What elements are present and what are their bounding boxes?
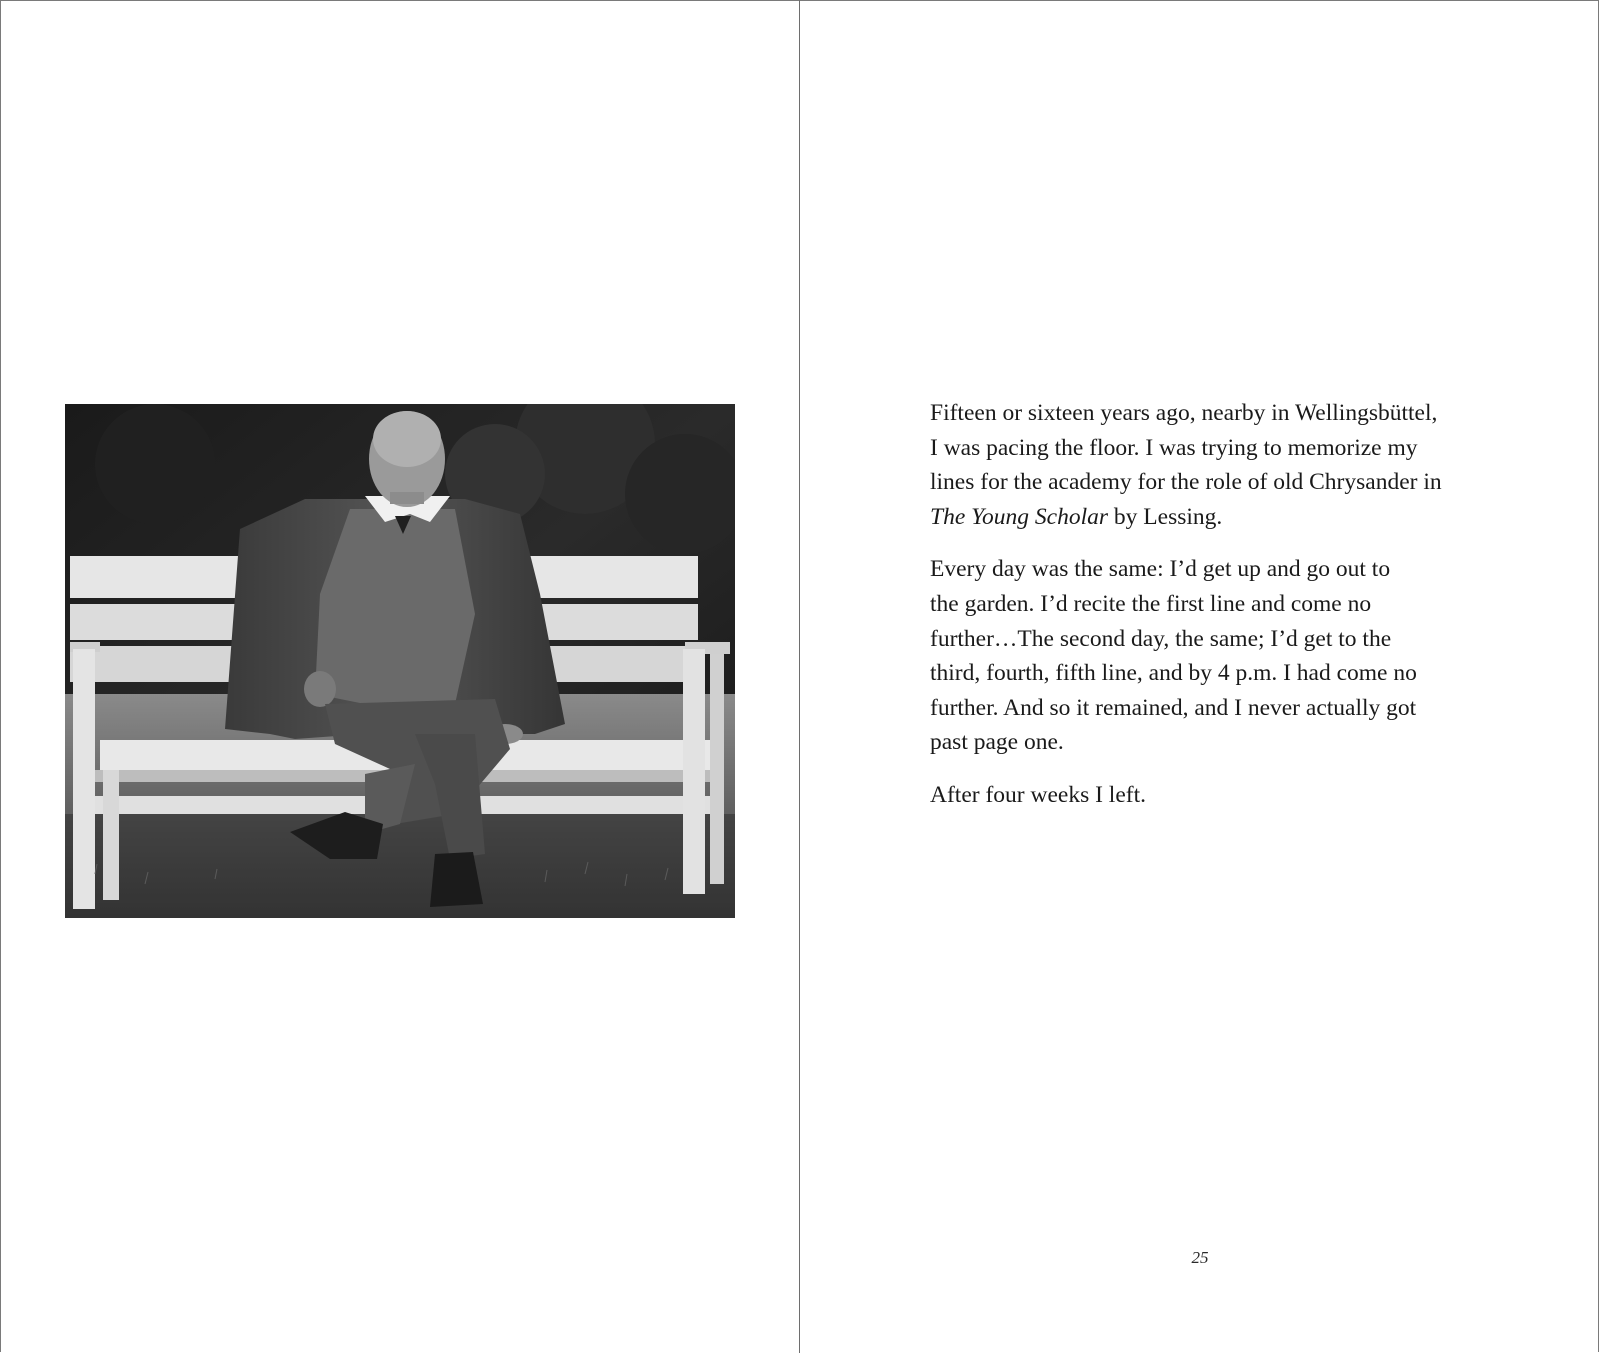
paragraph: [930, 552, 1490, 760]
text-segment: Fifteen or sixteen years ago, nearby in Wellingsbüttel,: [930, 400, 1438, 426]
right-page: [800, 0, 1600, 1353]
body-text: [930, 396, 1490, 831]
paragraph: [930, 778, 1490, 813]
left-page: [0, 0, 799, 1353]
text-line: [930, 622, 1490, 657]
text-line: [930, 396, 1490, 431]
text-segment: I was pacing the floor. I was trying to memorize my: [930, 434, 1418, 461]
page-number: 25: [1191, 1248, 1209, 1267]
text-line: [930, 725, 1490, 760]
text-segment: lines for the academy for the role of old Chrysander in: [930, 469, 1442, 496]
text-segment: Every day was the same: I’d get up and go out to: [930, 556, 1391, 583]
text-line: [930, 431, 1490, 466]
paragraph: [930, 396, 1490, 534]
text-line: [930, 691, 1490, 726]
text-line: [930, 500, 1490, 535]
book-title: The Young Scholar: [930, 503, 1109, 530]
text-segment: third, fourth, fifth line, and by 4 p.m. I had come no: [930, 660, 1417, 687]
text-segment: further…The second day, the same; I’d get to the: [930, 625, 1392, 652]
text-line: [930, 552, 1490, 587]
text-segment: the garden. I’d recite the first line and come no: [930, 590, 1372, 617]
text-line: [930, 656, 1490, 691]
bench-photograph: [65, 404, 735, 918]
text-segment: further. And so it remained, and I never actually got: [930, 694, 1417, 721]
text-line: [930, 778, 1490, 813]
text-segment: by Lessing.: [1108, 503, 1223, 530]
text-segment: After four weeks I left.: [930, 781, 1146, 808]
text-line: [930, 587, 1490, 622]
text-line: [930, 465, 1490, 500]
text-segment: past page one.: [930, 729, 1064, 756]
